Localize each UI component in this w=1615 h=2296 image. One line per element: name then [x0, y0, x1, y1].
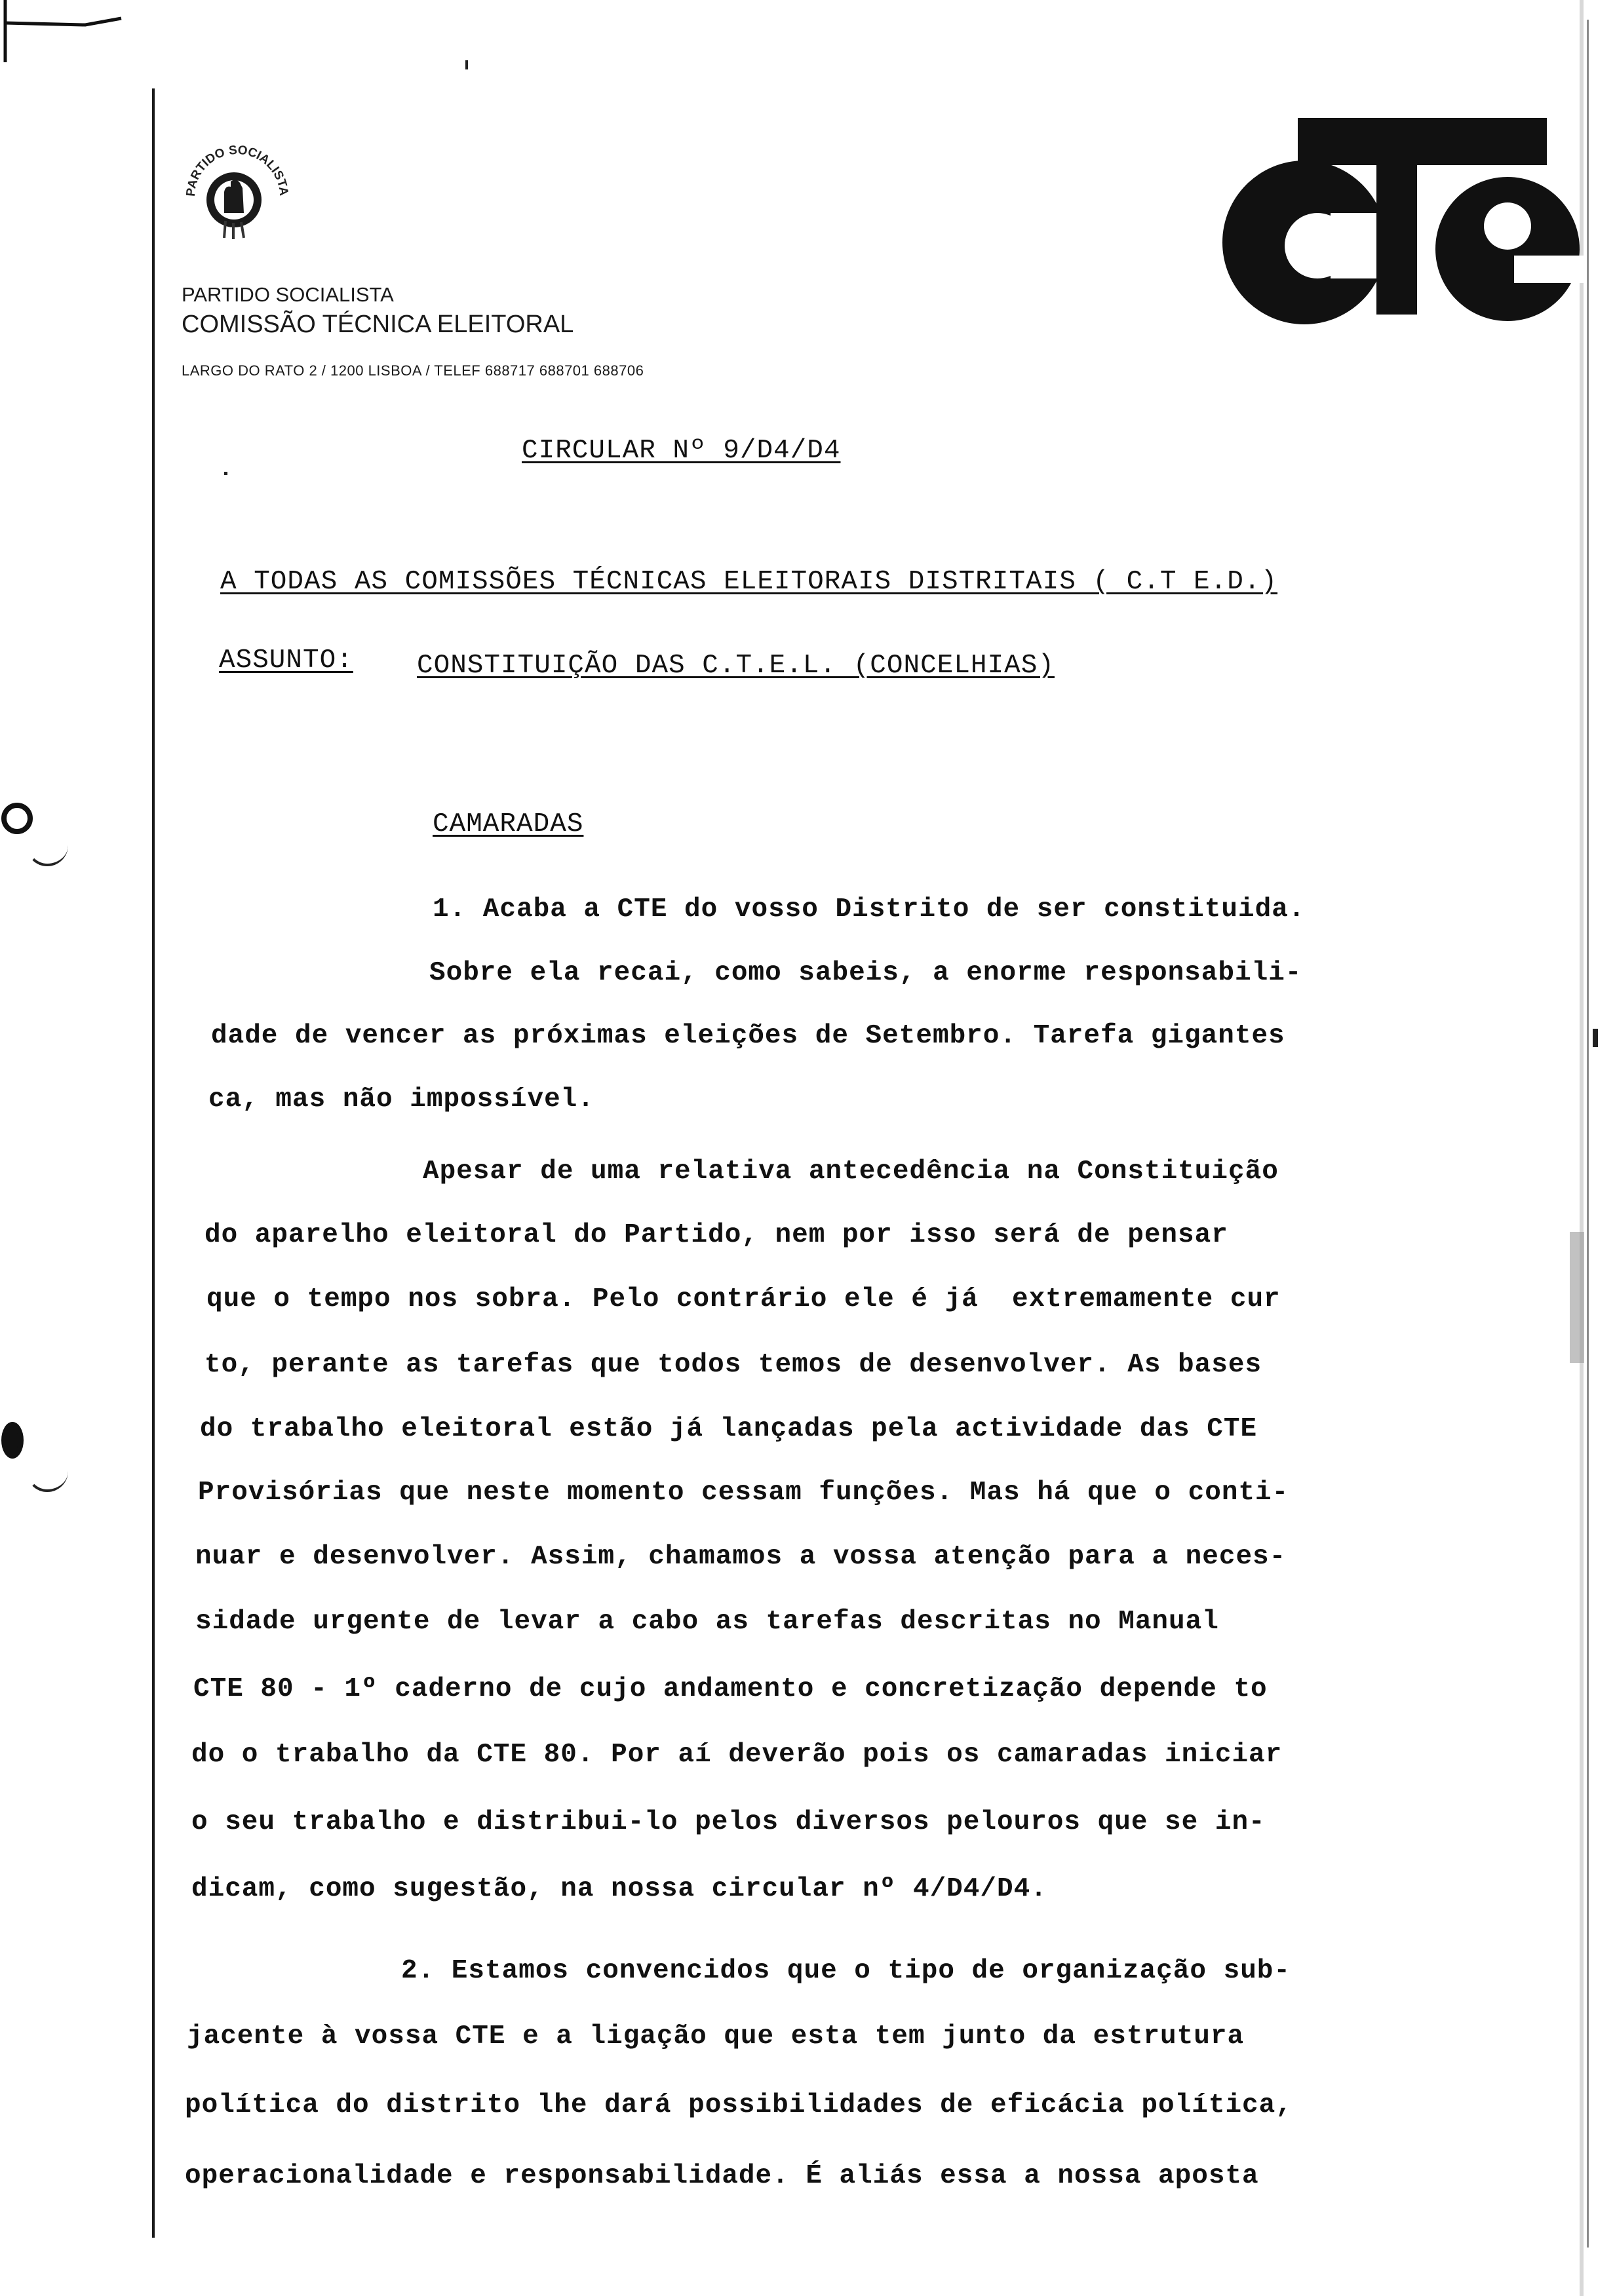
page-edge-line — [1587, 20, 1589, 2248]
punch-hole-tail-top — [26, 845, 68, 866]
letterhead-commission: COMISSÃO TÉCNICA ELEITORAL — [182, 311, 574, 338]
scan-speck — [465, 60, 468, 69]
p3-line-4: operacionalidade e responsabilidade. É aliás essa a nossa aposta — [185, 2161, 1259, 2191]
salutation: CAMARADAS — [433, 809, 584, 839]
p3-line-1: 2. Estamos convencidos que o tipo de organização sub- — [401, 1956, 1291, 1986]
cte-logo — [1199, 105, 1586, 328]
p2-line-3: que o tempo nos sobra. Pelo contrário ele é já extremamente cur — [206, 1284, 1281, 1314]
p3-line-2: jacente à vossa CTE e a ligação que esta tem junto da estrutura — [187, 2021, 1245, 2052]
p1-line-1: 1. Acaba a CTE do vosso Distrito de ser constituida. — [433, 894, 1306, 925]
circular-number: CIRCULAR Nº 9/D4/D4 — [522, 436, 841, 466]
scan-smudge — [1570, 1232, 1584, 1363]
p2-line-2: do aparelho eleitoral do Partido, nem por isso será de pensar — [204, 1220, 1228, 1250]
left-margin-rule — [152, 88, 155, 2238]
punch-hole-bottom — [1, 1422, 24, 1459]
p2-line-10: do o trabalho da CTE 80. Por aí deverão pois os camaradas iniciar — [191, 1740, 1283, 1770]
p1-line-4: ca, mas não impossível. — [208, 1084, 594, 1115]
recipients-line: A TODAS AS COMISSÕES TÉCNICAS ELEITORAIS DISTRITAIS ( C.T E.D.) — [220, 567, 1278, 597]
letterhead-party: PARTIDO SOCIALISTA — [182, 283, 394, 306]
p2-line-7: nuar e desenvolver. Assim, chamamos a vossa atenção para a neces- — [195, 1542, 1287, 1572]
page-edge-shadow — [1580, 0, 1584, 2296]
punch-hole-tail-bottom — [26, 1471, 68, 1492]
p1-line-3: dade de vencer as próximas eleições de Setembro. Tarefa gigantes — [211, 1021, 1285, 1051]
p2-line-6: Provisórias que neste momento cessam funções. Mas há que o conti- — [198, 1478, 1289, 1508]
subject-text: CONSTITUIÇÃO DAS C.T.E.L. (CONCELHIAS) — [417, 651, 1055, 681]
p2-line-11: o seu trabalho e distribui-lo pelos diversos pelouros que se in- — [191, 1807, 1266, 1837]
punch-hole-top — [1, 803, 33, 834]
p2-line-5: do trabalho eleitoral estão já lançadas pela actividade das CTE — [200, 1414, 1258, 1444]
subject-label: ASSUNTO: — [219, 645, 353, 676]
p2-line-9: CTE 80 - 1º caderno de cujo andamento e concretização depende to — [193, 1674, 1268, 1704]
letterhead-address: LARGO DO RATO 2 / 1200 LISBOA / TELEF 688717 688701 688706 — [182, 362, 644, 379]
corner-fold-mark — [0, 0, 131, 69]
party-seal-logo — [178, 134, 296, 249]
p3-line-3: política do distrito lhe dará possibilidades de eficácia política, — [185, 2090, 1293, 2120]
p2-line-4: to, perante as tarefas que todos temos de desenvolver. As bases — [204, 1350, 1262, 1380]
p2-line-12: dicam, como sugestão, na nossa circular nº 4/D4/D4. — [191, 1874, 1047, 1904]
p2-line-8: sidade urgente de levar a cabo as tarefas descritas no Manual — [195, 1607, 1219, 1637]
scan-speck — [1593, 1029, 1598, 1047]
p1-line-2: Sobre ela recai, como sabeis, a enorme responsabili- — [429, 958, 1302, 988]
svg-text:PARTIDO SOCIALISTA: PARTIDO SOCIALISTA — [184, 143, 291, 197]
scan-speck — [224, 472, 227, 475]
p2-line-1: Apesar de uma relativa antecedência na Constituição — [423, 1157, 1279, 1187]
